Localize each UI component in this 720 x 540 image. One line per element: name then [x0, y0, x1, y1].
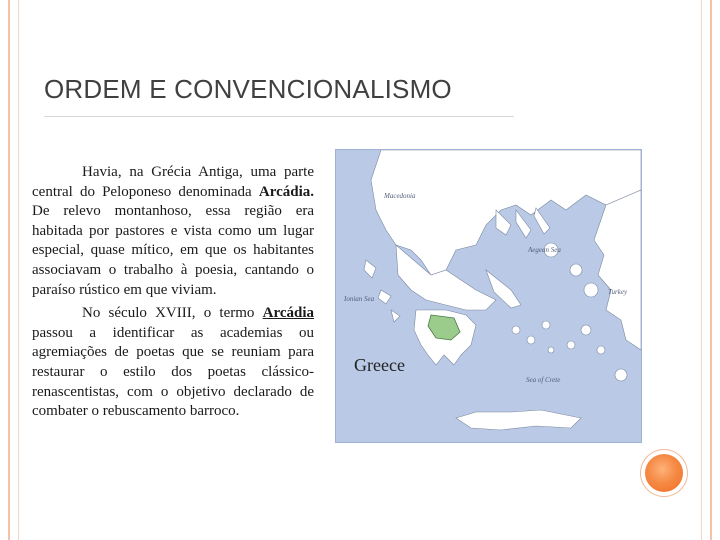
- map-main-label: Greece: [354, 355, 405, 375]
- paragraph-2: [32, 304, 314, 422]
- paragraph-1-bold-term: Arcádia.: [258, 183, 314, 200]
- map-label-ionian-sea: Ionian Sea: [344, 295, 375, 303]
- title-divider: [44, 116, 514, 117]
- greece-map-graphic: [336, 150, 641, 442]
- paragraph-2-underlined-term: Arcádia: [262, 305, 314, 322]
- map-label-turkey: Turkey: [608, 288, 628, 296]
- paragraph-1: [32, 163, 314, 300]
- slide-body-text: [32, 163, 314, 426]
- paragraph-2-bold-term: [263, 305, 314, 321]
- paragraph-2-text-a: No século XVIII, o termo: [82, 305, 263, 322]
- paragraph-1-text-a: Havia, na Grécia Antiga, uma parte central do Peloponeso denominada: [32, 164, 314, 200]
- map-label-sea-of-crete: Sea of Crete: [526, 376, 561, 384]
- paragraph-2-text-b: passou a identificar as academias ou agremiações de poetas que se reuniam para restaurar o estilo dos poetas clássico-renascentistas, com o objetivo declarado de combater o rebuscamento barroco.: [32, 324, 314, 420]
- slide-title: ORDEM E CONVENCIONALISMO: [44, 74, 452, 104]
- greece-map: [335, 149, 642, 443]
- decorative-orb: [645, 454, 683, 492]
- paragraph-1-text-b: De relevo montanhoso, essa região era habitada por pastores e vista como um lugar especial, quase mítico, em que os habitantes associavam o trabalho à poesia, cantando o paraíso rústico em que viviam.: [32, 203, 314, 298]
- map-label-aegean-sea: Aegean Sea: [528, 246, 561, 254]
- map-label-macedonia: Macedonia: [384, 192, 416, 200]
